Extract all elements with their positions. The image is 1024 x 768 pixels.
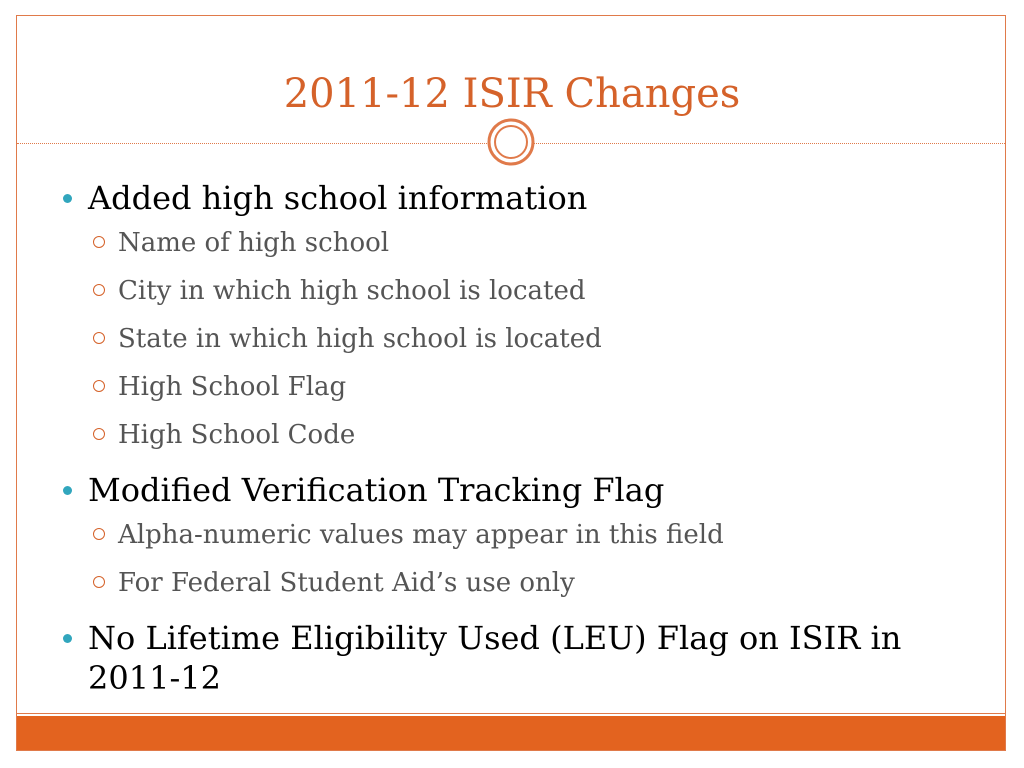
sub-bullet-text: High School Code <box>118 420 356 450</box>
slide <box>16 15 1006 751</box>
sub-bullet-text: Name of high school <box>118 228 390 258</box>
sub-bullet-item <box>63 370 963 404</box>
sub-bullet-item <box>63 518 963 552</box>
bullet-text: Modified Verification Tracking Flag <box>88 471 665 509</box>
bullet-text: Added high school information <box>88 179 588 217</box>
bullet-circle-icon <box>93 236 105 248</box>
bullet-item <box>63 618 963 698</box>
sub-bullet-text: Alpha-numeric values may appear in this field <box>118 520 724 550</box>
bullet-dot-icon <box>63 634 72 643</box>
bullet-circle-icon <box>93 284 105 296</box>
sub-bullet-text: City in which high school is located <box>118 276 586 306</box>
bullet-dot-icon <box>63 194 72 203</box>
footer-bar <box>17 716 1005 750</box>
bullet-circle-icon <box>93 380 105 392</box>
sub-bullet-text: State in which high school is located <box>118 324 602 354</box>
bullet-circle-icon <box>93 528 105 540</box>
sub-bullet-text: For Federal Student Aid’s use only <box>118 568 575 598</box>
sub-bullet-item <box>63 274 963 308</box>
bullet-item <box>63 178 963 218</box>
slide-title: 2011-12 ISIR Changes <box>283 71 741 117</box>
bullet-text: No Lifetime Eligibility Used (LEU) Flag on ISIR in 2011-12 <box>88 619 902 697</box>
sub-bullet-item <box>63 566 963 600</box>
sub-bullet-item <box>63 226 963 260</box>
sub-bullet-item <box>63 418 963 452</box>
bullet-circle-icon <box>93 332 105 344</box>
sub-bullet-item <box>63 322 963 356</box>
bullet-item <box>63 470 963 510</box>
bullet-list <box>63 178 963 698</box>
bullet-circle-icon <box>93 576 105 588</box>
footer-divider <box>17 713 1005 714</box>
sub-bullet-text: High School Flag <box>118 372 347 402</box>
circle-ornament-icon <box>485 116 537 168</box>
bullet-circle-icon <box>93 428 105 440</box>
bullet-dot-icon <box>63 486 72 495</box>
